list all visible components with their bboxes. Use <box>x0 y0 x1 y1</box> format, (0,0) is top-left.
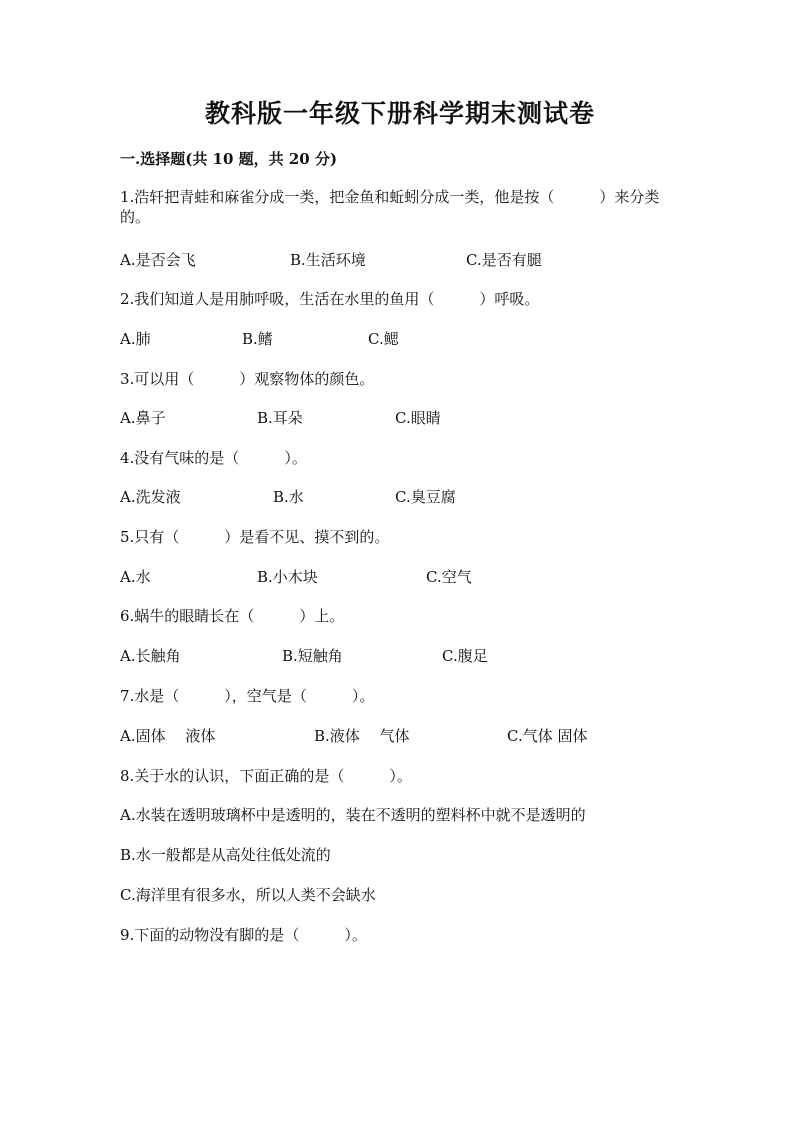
question-3-option-b[interactable]: B.耳朵 <box>257 409 303 427</box>
question-8-option-a[interactable]: A.水装在透明玻璃杯中是透明的，装在不透明的塑料杯中就不是透明的 <box>120 806 586 824</box>
page-title: 教科版一年级下册科学期末测试卷 <box>204 99 595 128</box>
question-8-option-c[interactable]: C.海洋里有很多水，所以人类不会缺水 <box>120 886 376 904</box>
question-7-option-b[interactable]: B.液体 气体 <box>314 727 410 745</box>
question-6-option-b[interactable]: B.短触角 <box>282 647 343 665</box>
question-3-option-c[interactable]: C.眼睛 <box>395 409 441 427</box>
question-2-option-a[interactable]: A.肺 <box>120 330 151 348</box>
question-4-options <box>120 486 680 506</box>
section-heading: 一.选择题(共 10 题，共 20 分) <box>120 150 338 168</box>
question-7-option-a[interactable]: A.固体 液体 <box>120 727 216 745</box>
question-2-option-c[interactable]: C.鳃 <box>368 330 399 348</box>
question-7-option-c[interactable]: C.气体 固体 <box>507 727 588 745</box>
question-5-options <box>120 566 680 586</box>
question-3-option-a[interactable]: A.鼻子 <box>120 409 166 427</box>
question-1-option-a[interactable]: A.是否会飞 <box>120 251 196 269</box>
question-5-stem: 5.只有（ ）是看不见、摸不到的。 <box>120 528 390 546</box>
question-6-option-a[interactable]: A.长触角 <box>120 647 181 665</box>
question-6-options <box>120 645 680 665</box>
question-5-option-b[interactable]: B.小木块 <box>257 568 318 586</box>
question-7-stem: 7.水是（ ），空气是（ ）。 <box>120 687 375 705</box>
question-3-stem: 3.可以用（ ）观察物体的颜色。 <box>120 370 375 388</box>
question-5-option-c[interactable]: C.空气 <box>426 568 472 586</box>
question-4-stem: 4.没有气味的是（ ）。 <box>120 449 307 467</box>
question-1-stem: 1.浩轩把青蛙和麻雀分成一类，把金鱼和蚯蚓分成一类，他是按（ ）来分类的。 <box>120 188 660 226</box>
question-6-option-c[interactable]: C.腹足 <box>442 647 488 665</box>
question-9-stem: 9.下面的动物没有脚的是（ ）。 <box>120 926 367 944</box>
question-1-option-c[interactable]: C.是否有腿 <box>466 251 542 269</box>
question-4-option-b[interactable]: B.水 <box>273 488 304 506</box>
question-4-option-c[interactable]: C.臭豆腐 <box>395 488 456 506</box>
question-2-option-b[interactable]: B.鳍 <box>242 330 273 348</box>
question-8-option-b[interactable]: B.水一般都是从高处往低处流的 <box>120 846 331 864</box>
question-3-options <box>120 407 680 427</box>
question-6-stem: 6.蜗牛的眼睛长在（ ）上。 <box>120 607 345 625</box>
question-5-option-a[interactable]: A.水 <box>120 568 151 586</box>
question-2-stem: 2.我们知道人是用肺呼吸，生活在水里的鱼用（ ）呼吸。 <box>120 290 540 308</box>
question-8-stem: 8.关于水的认识，下面正确的是（ ）。 <box>120 767 412 785</box>
question-7-options <box>120 725 680 745</box>
question-2-options <box>120 328 680 348</box>
question-1-option-b[interactable]: B.生活环境 <box>290 251 366 269</box>
question-4-option-a[interactable]: A.洗发液 <box>120 488 181 506</box>
question-1-options <box>120 249 680 269</box>
